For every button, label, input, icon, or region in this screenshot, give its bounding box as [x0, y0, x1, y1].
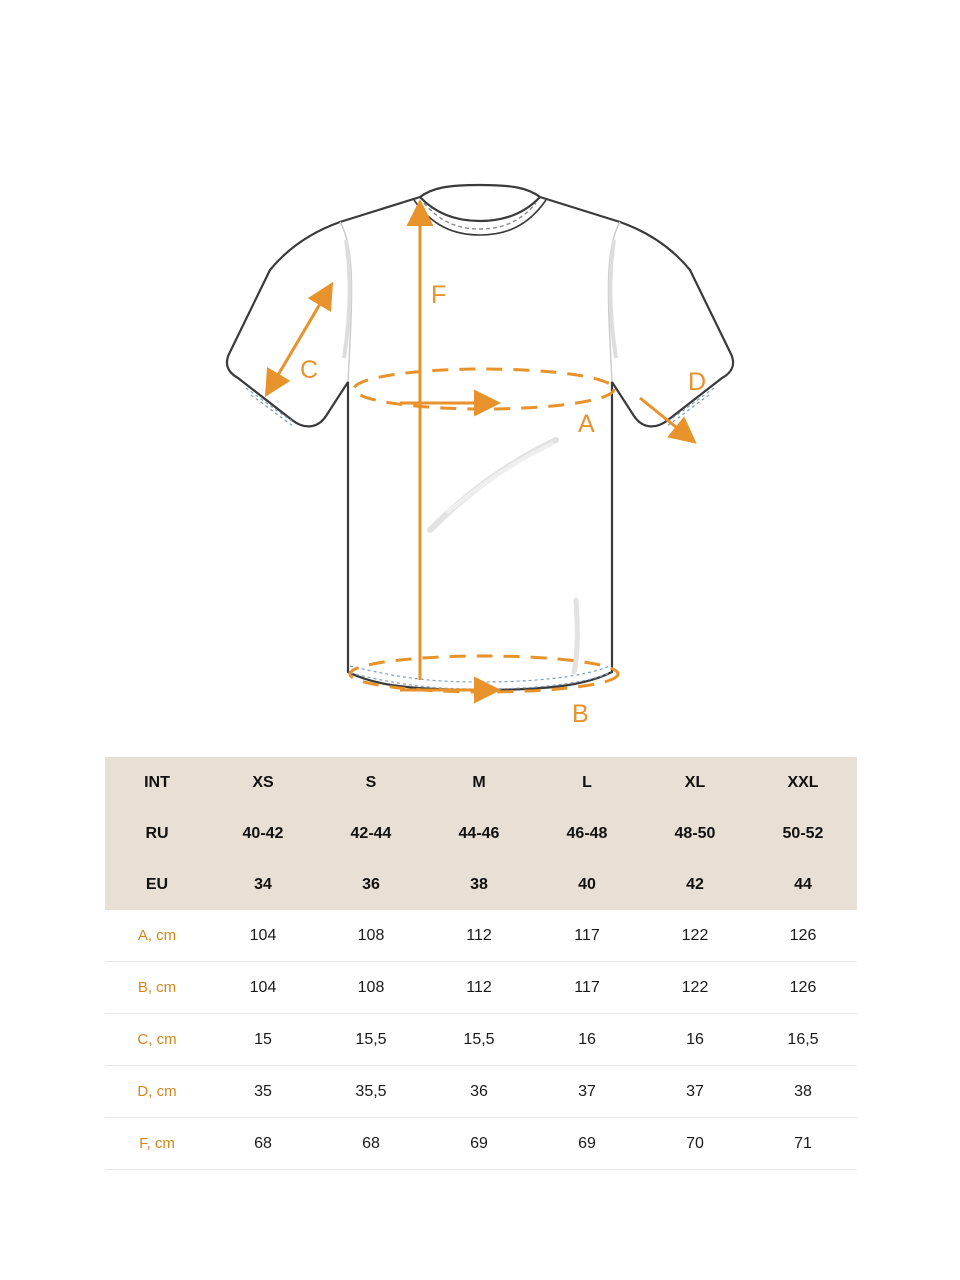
- cell-b-l: 117: [533, 962, 641, 1014]
- cell-a-xl: 122: [641, 910, 749, 962]
- label-f: F: [431, 281, 447, 309]
- table-row-int: [105, 757, 857, 808]
- table-row-ru: [105, 808, 857, 859]
- cell-f-m: 69: [425, 1118, 533, 1170]
- cell-b-xxl: 126: [749, 962, 857, 1014]
- cell-eu-xxl: 44: [749, 859, 857, 910]
- cell-eu-l: 40: [533, 859, 641, 910]
- row-label-ru: RU: [105, 808, 209, 859]
- cell-d-xs: 35: [209, 1066, 317, 1118]
- size-chart-table-wrapper: [105, 757, 857, 1170]
- cell-a-xxl: 126: [749, 910, 857, 962]
- row-label-c: C, cm: [105, 1014, 209, 1066]
- cell-d-l: 37: [533, 1066, 641, 1118]
- cell-d-xxl: 38: [749, 1066, 857, 1118]
- cell-a-m: 112: [425, 910, 533, 962]
- cell-eu-s: 36: [317, 859, 425, 910]
- cell-d-s: 35,5: [317, 1066, 425, 1118]
- cell-c-xl: 16: [641, 1014, 749, 1066]
- cell-ru-xl: 48-50: [641, 808, 749, 859]
- cell-ru-l: 46-48: [533, 808, 641, 859]
- cell-f-xl: 70: [641, 1118, 749, 1170]
- cell-f-l: 69: [533, 1118, 641, 1170]
- label-d: D: [688, 368, 707, 396]
- label-a: A: [578, 410, 595, 438]
- cell-int-l: L: [533, 757, 641, 808]
- table-row-b: [105, 962, 857, 1014]
- cell-b-xs: 104: [209, 962, 317, 1014]
- cell-eu-xl: 42: [641, 859, 749, 910]
- cell-f-xxl: 71: [749, 1118, 857, 1170]
- row-label-eu: EU: [105, 859, 209, 910]
- cell-c-xxl: 16,5: [749, 1014, 857, 1066]
- table-row-eu: [105, 859, 857, 910]
- cell-ru-s: 42-44: [317, 808, 425, 859]
- cell-b-xl: 122: [641, 962, 749, 1014]
- cell-f-xs: 68: [209, 1118, 317, 1170]
- row-label-int: INT: [105, 757, 209, 808]
- cell-c-m: 15,5: [425, 1014, 533, 1066]
- cell-d-xl: 37: [641, 1066, 749, 1118]
- cell-b-m: 112: [425, 962, 533, 1014]
- row-label-b: B, cm: [105, 962, 209, 1014]
- label-b: B: [572, 700, 589, 728]
- row-label-d: D, cm: [105, 1066, 209, 1118]
- label-c: C: [300, 356, 319, 384]
- cell-b-s: 108: [317, 962, 425, 1014]
- table-row-d: [105, 1066, 857, 1118]
- cell-f-s: 68: [317, 1118, 425, 1170]
- cell-c-l: 16: [533, 1014, 641, 1066]
- cell-eu-xs: 34: [209, 859, 317, 910]
- cell-ru-xxl: 50-52: [749, 808, 857, 859]
- row-label-a: A, cm: [105, 910, 209, 962]
- cell-int-xs: XS: [209, 757, 317, 808]
- cell-int-xl: XL: [641, 757, 749, 808]
- table-row-a: [105, 910, 857, 962]
- cell-a-xs: 104: [209, 910, 317, 962]
- table-row-c: [105, 1014, 857, 1066]
- cell-a-s: 108: [317, 910, 425, 962]
- row-label-f: F, cm: [105, 1118, 209, 1170]
- cell-int-m: M: [425, 757, 533, 808]
- size-chart-table: [105, 757, 857, 1170]
- cell-c-xs: 15: [209, 1014, 317, 1066]
- cell-int-s: S: [317, 757, 425, 808]
- tshirt-outline: [227, 185, 733, 690]
- cell-ru-xs: 40-42: [209, 808, 317, 859]
- cell-a-l: 117: [533, 910, 641, 962]
- cell-c-s: 15,5: [317, 1014, 425, 1066]
- cell-eu-m: 38: [425, 859, 533, 910]
- table-row-f: [105, 1118, 857, 1170]
- cell-ru-m: 44-46: [425, 808, 533, 859]
- cell-int-xxl: XXL: [749, 757, 857, 808]
- cell-d-m: 36: [425, 1066, 533, 1118]
